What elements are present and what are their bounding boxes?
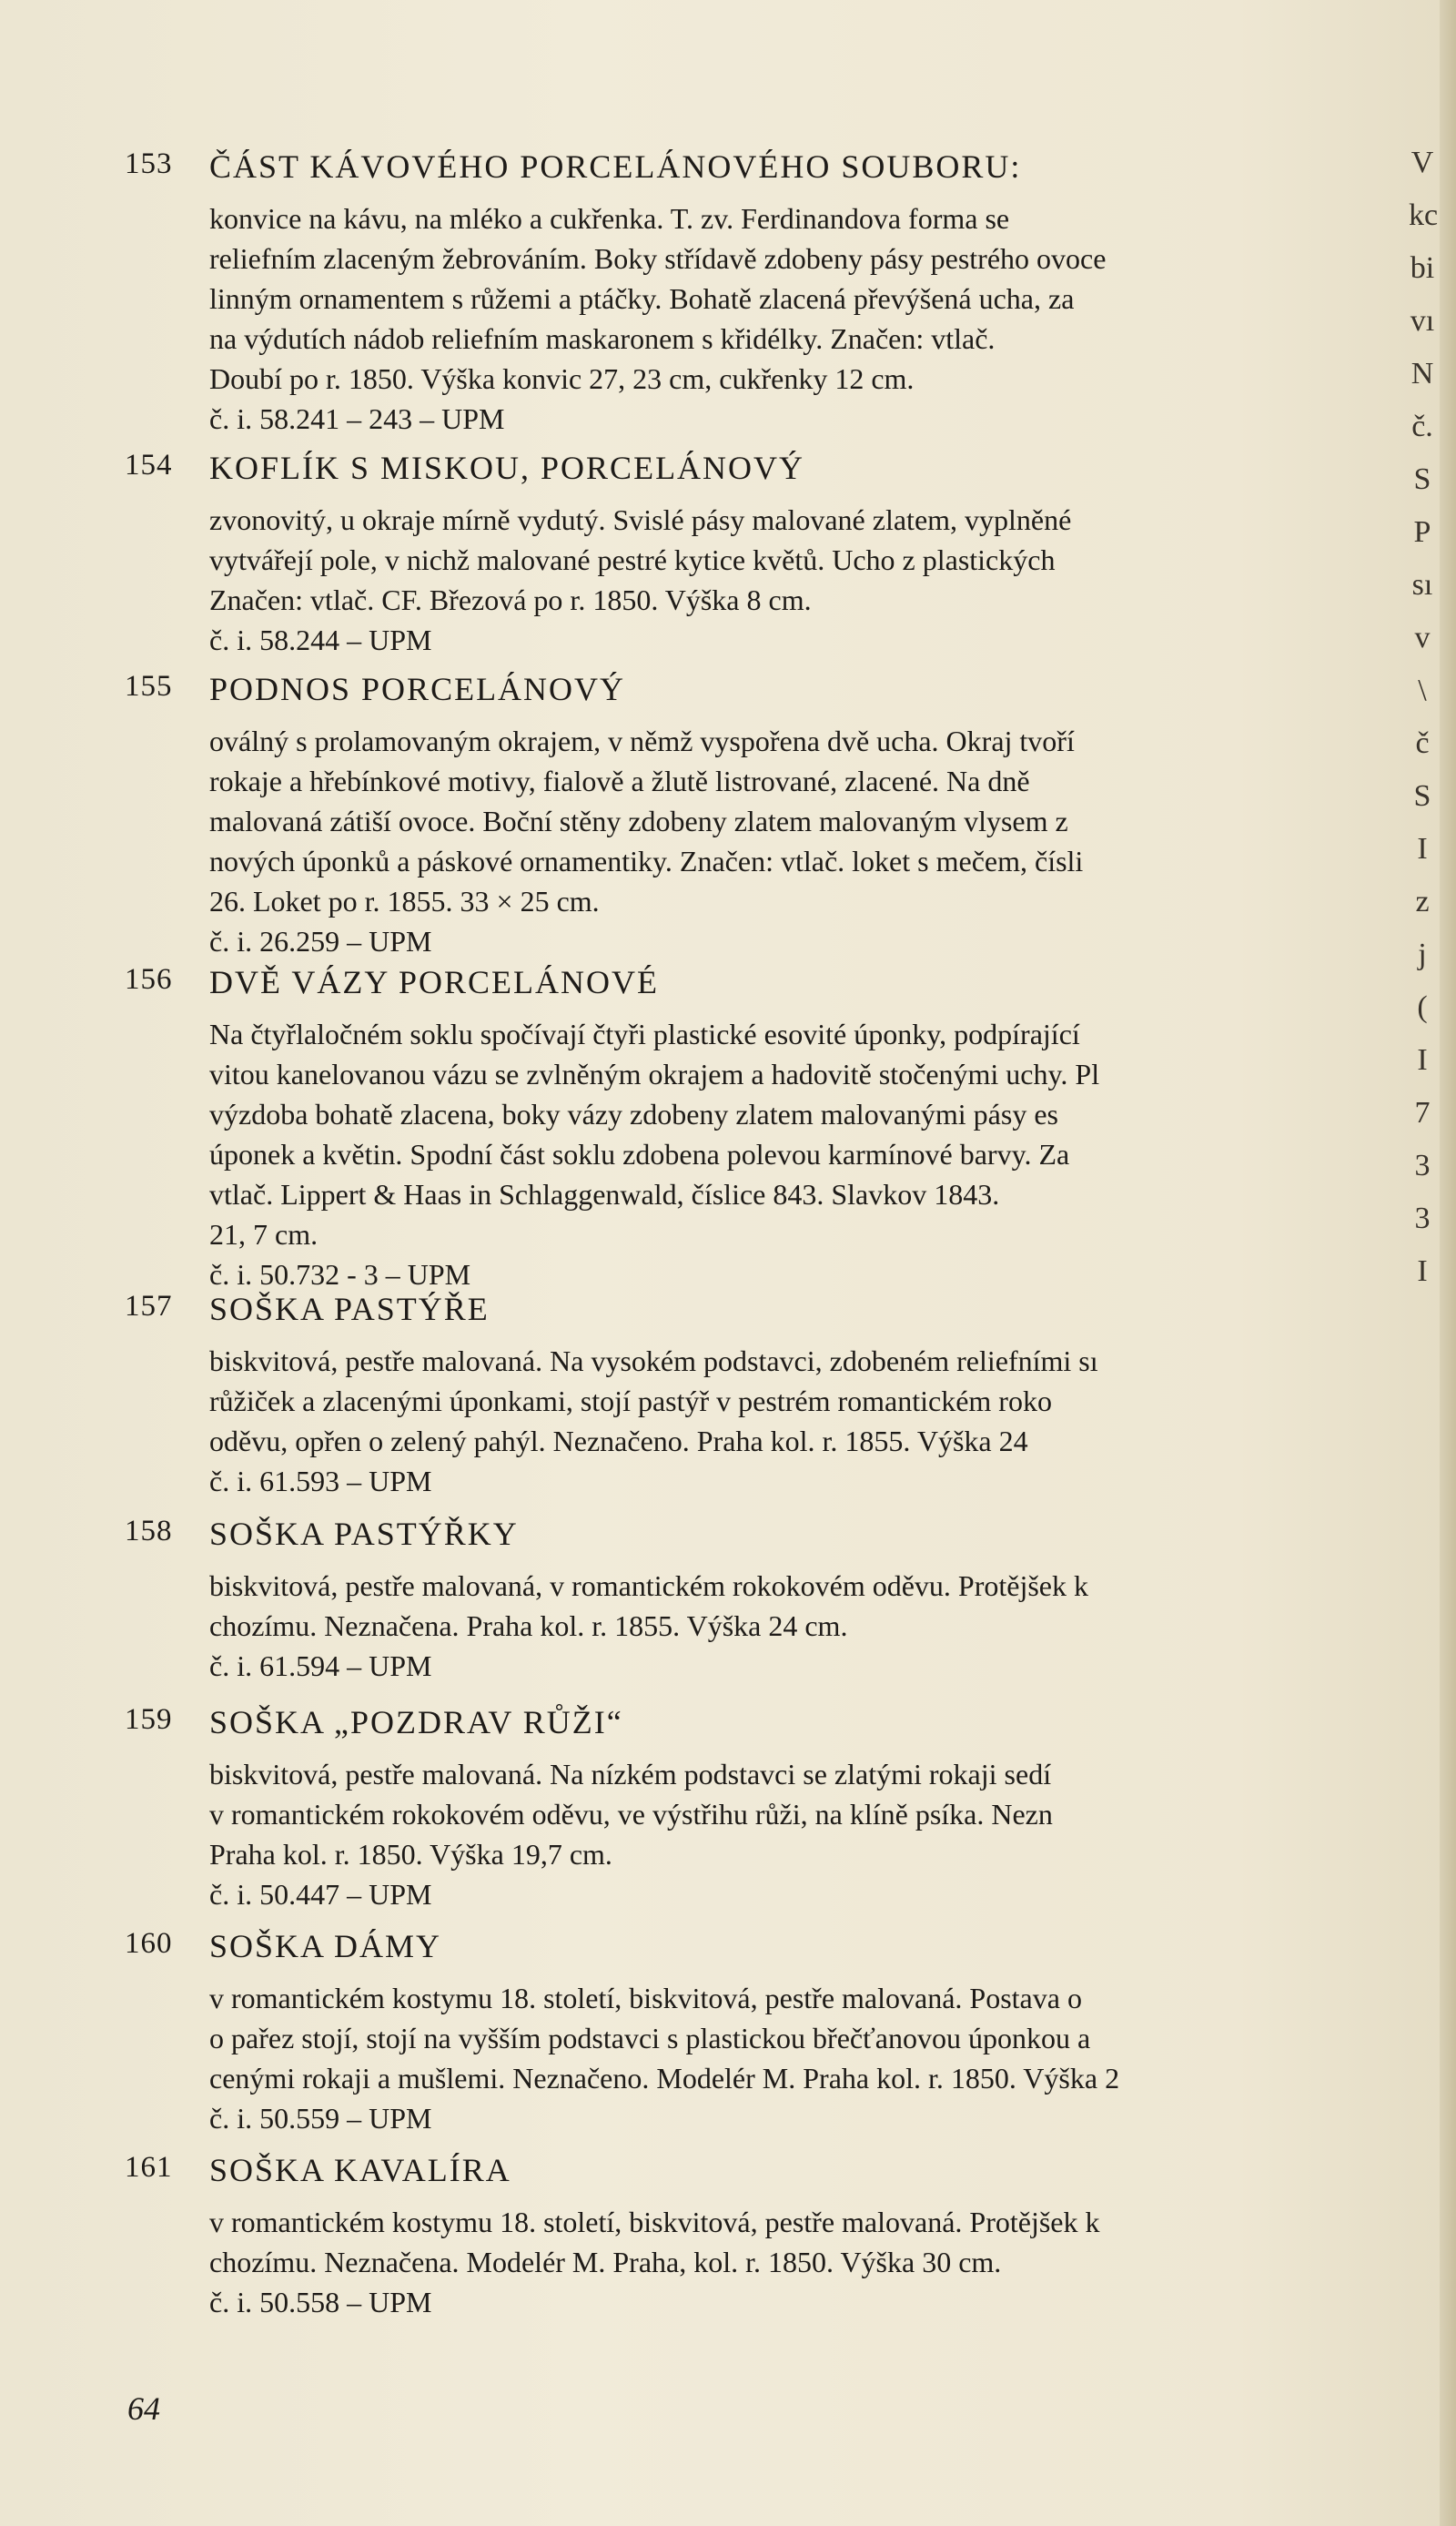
fragment: bi <box>1410 251 1435 285</box>
inventory-number: č. i. 61.594 – UPM <box>209 1649 432 1682</box>
entry-body <box>209 1566 1429 1686</box>
entry-number: 160 <box>125 1927 173 1960</box>
entry-title: PODNOS PORCELÁNOVÝ <box>209 671 626 707</box>
fragment: S <box>1413 779 1431 813</box>
entry-line: Doubí po r. 1850. Výška konvic 27, 23 cm, cukřenky 12 cm. <box>209 362 915 395</box>
entry-line: Praha kol. r. 1850. Výška 19,7 cm. <box>209 1838 612 1871</box>
entry-line: rokaje a hřebínkové motivy, fialově a žlutě listrované, zlacené. Na dně <box>209 765 1030 797</box>
page-number: 64 <box>127 2390 160 2427</box>
fragment: vı <box>1410 304 1435 338</box>
entry-number: 153 <box>125 147 173 180</box>
entry-line: reliefním zlaceným žebrováním. Boky střídavě zdobeny pásy pestrého ovoce <box>209 242 1107 275</box>
entry-title: ČÁST KÁVOVÉHO PORCELÁNOVÉHO SOUBORU: <box>209 148 1022 185</box>
entry-line: Na čtyřlaločném soklu spočívají čtyři plastické esovité úponky, podpírající <box>209 1018 1080 1050</box>
inventory-number: č. i. 50.732 - 3 – UPM <box>209 1258 471 1291</box>
entry-line: cenými rokaji a mušlemi. Neznačeno. Modelér M. Praha kol. r. 1850. Výška 2 <box>209 2062 1120 2095</box>
entry-body <box>209 721 1429 961</box>
entry-line: úponek a květin. Spodní část soklu zdobena polevou karmínové barvy. Za <box>209 1138 1070 1171</box>
entry-line: vitou kanelovanou vázu se zvlněným okrajem a hadovitě stočenými uchy. Pl <box>209 1058 1100 1091</box>
fragment: v <box>1414 621 1431 654</box>
entry-number: 159 <box>125 1703 173 1736</box>
inventory-number: č. i. 58.244 – UPM <box>209 624 432 656</box>
entry-line: 26. Loket po r. 1855. 33 × 25 cm. <box>209 885 600 918</box>
entry-title: SOŠKA KAVALÍRA <box>209 2152 511 2188</box>
inventory-number: č. i. 26.259 – UPM <box>209 925 432 958</box>
inventory-number: č. i. 50.447 – UPM <box>209 1878 432 1911</box>
entry-title: SOŠKA PASTÝŘKY <box>209 1516 519 1552</box>
entry-line: oděvu, opřen o zelený pahýl. Neznačeno. Praha kol. r. 1855. Výška 24 <box>209 1425 1028 1457</box>
fragment: 3 <box>1414 1202 1431 1235</box>
entry-line: o pařez stojí, stojí na vyšším podstavci s plastickou břečťanovou úponkou a <box>209 2022 1091 2054</box>
entry-title: KOFLÍK S MISKOU, PORCELÁNOVÝ <box>209 450 805 486</box>
entry-number: 156 <box>125 963 173 996</box>
inventory-number: č. i. 50.558 – UPM <box>209 2286 432 2318</box>
entry-line: na výdutích nádob reliefním maskaronem s křidélky. Značen: vtlač. <box>209 322 996 355</box>
entry-number: 161 <box>125 2151 173 2184</box>
entry-body <box>209 1341 1429 1501</box>
entry-line: Značen: vtlač. CF. Březová po r. 1850. Výška 8 cm. <box>209 583 812 616</box>
entry-title: SOŠKA DÁMY <box>209 1928 442 1964</box>
entry-line: konvice na kávu, na mléko a cukřenka. T. zv. Ferdinandova forma se <box>209 202 1010 235</box>
entry-body <box>209 1978 1429 2138</box>
entry-line: chozímu. Neznačena. Praha kol. r. 1855. Výška 24 cm. <box>209 1609 848 1642</box>
fragment: ( <box>1417 990 1428 1024</box>
entry-title: SOŠKA „POZDRAV RŮŽI“ <box>209 1704 623 1740</box>
entry-body <box>209 2202 1429 2322</box>
entry-number: 154 <box>125 449 173 482</box>
entry-body <box>209 198 1429 439</box>
entry-line: v romantickém kostymu 18. století, biskvitová, pestře malovaná. Protějšek k <box>209 2206 1100 2238</box>
entry-line: biskvitová, pestře malovaná. Na nízkém podstavci se zlatými rokaji sedí <box>209 1758 1052 1791</box>
entry-title: SOŠKA PASTÝŘE <box>209 1291 490 1327</box>
inventory-number: č. i. 50.559 – UPM <box>209 2102 432 2135</box>
entry-number: 155 <box>125 670 173 703</box>
entry-title: DVĚ VÁZY PORCELÁNOVÉ <box>209 964 659 1000</box>
entry-line: oválný s prolamovaným okrajem, v němž vyspořena dvě ucha. Okraj tvoří <box>209 725 1075 757</box>
fragment: \ <box>1418 674 1427 707</box>
fragment: kc <box>1409 198 1439 232</box>
fragment: I <box>1417 1254 1428 1288</box>
fragment: z <box>1415 885 1430 918</box>
entry-line: biskvitová, pestře malovaná. Na vysokém podstavci, zdobeném reliefními sı <box>209 1344 1098 1377</box>
fragment: sı <box>1411 568 1433 602</box>
entry-line: biskvitová, pestře malovaná, v romantickém rokokovém oděvu. Protějšek k <box>209 1569 1088 1602</box>
fragment: 7 <box>1414 1096 1431 1130</box>
entry-line: výzdoba bohatě zlacena, boky vázy zdobeny zlatem malovanými pásy es <box>209 1098 1058 1131</box>
fragment: I <box>1417 1043 1428 1077</box>
entry-body <box>209 1014 1429 1294</box>
fragment: V <box>1410 146 1434 179</box>
entry-line: chozímu. Neznačena. Modelér M. Praha, kol. r. 1850. Výška 30 cm. <box>209 2246 1002 2278</box>
entry-line: nových úponků a páskové ornamentiky. Značen: vtlač. loket s mečem, čísli <box>209 845 1084 878</box>
entry-number: 158 <box>125 1515 173 1547</box>
fragment: P <box>1413 515 1431 549</box>
fragment: S <box>1413 462 1431 496</box>
inventory-number: č. i. 58.241 – 243 – UPM <box>209 402 505 435</box>
entry-line: 21, 7 cm. <box>209 1218 318 1251</box>
entry-line: vytvářejí pole, v nichž malované pestré kytice květů. Ucho z plastických <box>209 543 1056 576</box>
entry-line: v romantickém kostymu 18. století, biskvitová, pestře malovaná. Postava o <box>209 1982 1082 2014</box>
entry-body <box>209 500 1429 660</box>
entry-line: vtlač. Lippert & Haas in Schlaggenwald, číslice 843. Slavkov 1843. <box>209 1178 1000 1211</box>
fragment: j <box>1418 938 1427 971</box>
entry-line: malovaná zátiší ovoce. Boční stěny zdobeny zlatem malovaným vlysem z <box>209 805 1068 837</box>
entry-line: zvonovitý, u okraje mírně vydutý. Svislé pásy malované zlatem, vyplněné <box>209 503 1072 536</box>
entry-body <box>209 1754 1429 1914</box>
entry-number: 157 <box>125 1290 173 1323</box>
fragment: č. <box>1411 410 1433 443</box>
fragment: 3 <box>1414 1149 1431 1182</box>
fragment: I <box>1417 832 1428 866</box>
entry-line: linným ornamentem s růžemi a ptáčky. Bohatě zlacená převýšená ucha, za <box>209 282 1075 315</box>
entry-line: růžiček a zlacenými úponkami, stojí pastýř v pestrém romantickém roko <box>209 1385 1052 1417</box>
fragment: č <box>1415 726 1430 760</box>
inventory-number: č. i. 61.593 – UPM <box>209 1465 432 1497</box>
fragment: N <box>1410 357 1434 391</box>
entry-line: v romantickém rokokovém oděvu, ve výstřihu růži, na klíně psíka. Nezn <box>209 1798 1053 1831</box>
page-edge-shadow <box>1440 0 1456 2526</box>
